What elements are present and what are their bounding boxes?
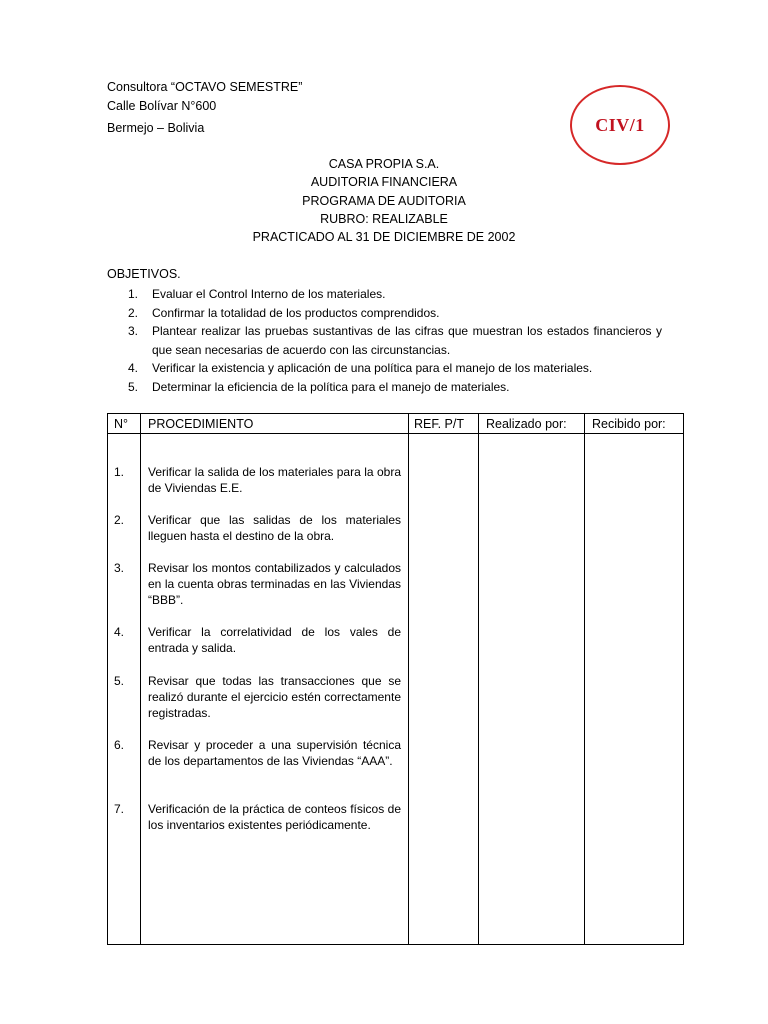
firm-name: Consultora “OCTAVO SEMESTRE”: [107, 80, 303, 94]
firm-address: Calle Bolívar N°600: [107, 99, 217, 113]
row-number: 7.: [114, 802, 125, 816]
objective-item: [128, 322, 662, 359]
row-procedure: Revisar y proceder a una supervisión técnica de los departamentos de las Viviendas “AAA”.: [148, 738, 401, 768]
objective-number: 5.: [128, 379, 139, 394]
objectives-list: [128, 285, 662, 397]
objective-number: 3.: [128, 324, 139, 339]
objective-text: Confirmar la totalidad de los productos comprendidos.: [152, 305, 440, 320]
objective-number: 2.: [128, 305, 139, 320]
audit-type-title: AUDITORIA FINANCIERA: [310, 175, 458, 190]
header-number: N°: [114, 417, 129, 431]
program-title: PROGRAMA DE AUDITORIA: [302, 193, 466, 208]
row-number: 2.: [114, 513, 125, 527]
objective-number: 1.: [128, 287, 139, 301]
row-procedure: Revisar los montos contabilizados y calculados en la cuenta obras terminadas en las Viviendas “BBB”.: [148, 561, 401, 607]
objective-item: [128, 378, 662, 397]
objective-item: [128, 285, 662, 304]
objective-text: Determinar la eficiencia de la política para el manejo de materiales.: [152, 379, 510, 394]
objective-number: 4.: [128, 361, 139, 376]
row-number: 5.: [114, 674, 125, 688]
row-procedure: Verificar la correlatividad de los vales de entrada y salida.: [148, 625, 401, 655]
row-number: 6.: [114, 738, 125, 752]
row-procedure: Revisar que todas las transacciones que se realizó durante el ejercicio estén correctamente registradas.: [148, 674, 401, 720]
row-number: 3.: [114, 561, 125, 575]
document-titles: [0, 155, 768, 246]
objectives-heading: OBJETIVOS.: [107, 267, 181, 281]
date-title: PRACTICADO AL 31 DE DICIEMBRE DE 2002: [252, 230, 516, 245]
row-procedure: Verificar que las salidas de los materiales lleguen hasta el destino de la obra.: [148, 513, 401, 543]
objective-item: [128, 359, 662, 378]
row-number: 4.: [114, 625, 125, 639]
row-number: 1.: [114, 465, 125, 479]
row-procedure: Verificación de la práctica de conteos físicos de los inventarios existentes periódicamente.: [148, 802, 401, 832]
objective-text: Evaluar el Control Interno de los materiales.: [152, 287, 386, 301]
firm-location: Bermejo – Bolivia: [107, 121, 205, 135]
objective-text: Plantear realizar las pruebas sustantivas de las cifras que muestran los estados financieros y que sean necesarias de acuerdo con las circunstancias.: [152, 324, 662, 357]
header-done-by: Realizado por:: [486, 417, 567, 431]
company-title: CASA PROPIA S.A.: [328, 157, 440, 171]
objective-text: Verificar la existencia y aplicación de una política para el manejo de los materiales.: [152, 361, 593, 376]
item-title: RUBRO: REALIZABLE: [320, 211, 448, 226]
objective-item: [128, 304, 662, 323]
header-reference: REF. P/T: [414, 417, 465, 431]
reference-stamp: CIV/1: [570, 85, 670, 165]
header-received-by: Recibido por:: [592, 417, 666, 431]
header-procedure: PROCEDIMIENTO: [148, 417, 254, 431]
row-procedure: Verificar la salida de los materiales para la obra de Viviendas E.E.: [148, 465, 401, 495]
